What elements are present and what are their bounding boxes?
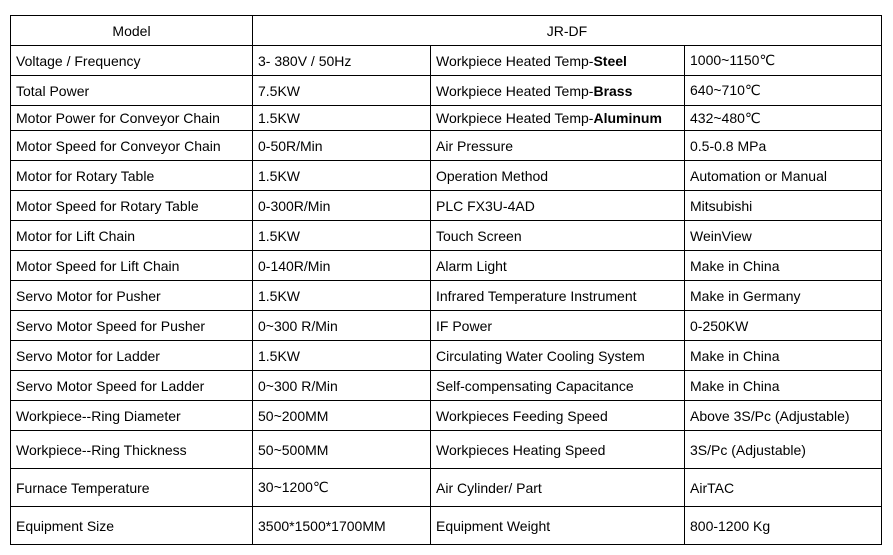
table-row <box>11 161 882 191</box>
param-name: Equipment Size <box>11 507 253 545</box>
param-value: 3- 380V / 50Hz <box>253 46 431 76</box>
param-name: Motor for Rotary Table <box>11 161 253 191</box>
param-value: 1.5KW <box>253 106 431 131</box>
param-name: Workpieces Heating Speed <box>431 431 685 469</box>
param-value: 432~480℃ <box>685 106 882 131</box>
param-value: 3S/Pc (Adjustable) <box>685 431 882 469</box>
param-name: Voltage / Frequency <box>11 46 253 76</box>
table-row <box>11 469 882 507</box>
param-name: Workpieces Feeding Speed <box>431 401 685 431</box>
param-name: IF Power <box>431 311 685 341</box>
param-value: 7.5KW <box>253 76 431 106</box>
param-value: 0~300 R/Min <box>253 311 431 341</box>
table-row <box>11 221 882 251</box>
table-row <box>11 371 882 401</box>
param-value: Make in China <box>685 371 882 401</box>
material-name: Steel <box>593 52 627 69</box>
param-name: Total Power <box>11 76 253 106</box>
param-name: Motor Speed for Lift Chain <box>11 251 253 281</box>
param-value: AirTAC <box>685 469 882 507</box>
param-value: 1000~1150℃ <box>685 46 882 76</box>
param-value: 0.5-0.8 MPa <box>685 131 882 161</box>
table-row <box>11 76 882 106</box>
param-name: Workpiece--Ring Thickness <box>11 431 253 469</box>
param-value: 0-250KW <box>685 311 882 341</box>
param-value: 0-50R/Min <box>253 131 431 161</box>
param-name: Servo Motor Speed for Ladder <box>11 371 253 401</box>
param-value: Make in China <box>685 251 882 281</box>
table-row <box>11 106 882 131</box>
param-value: Mitsubishi <box>685 191 882 221</box>
param-name: Infrared Temperature Instrument <box>431 281 685 311</box>
param-name: Workpiece--Ring Diameter <box>11 401 253 431</box>
table-row <box>11 191 882 221</box>
param-name: Workpiece Heated Temp-Brass <box>431 76 685 106</box>
param-name: Workpiece Heated Temp-Steel <box>431 46 685 76</box>
param-name: Servo Motor Speed for Pusher <box>11 311 253 341</box>
table-row <box>11 311 882 341</box>
param-name: Air Pressure <box>431 131 685 161</box>
param-value: Automation or Manual <box>685 161 882 191</box>
param-value: 0-300R/Min <box>253 191 431 221</box>
param-value: Make in Germany <box>685 281 882 311</box>
header-row <box>11 16 882 46</box>
param-value: 0-140R/Min <box>253 251 431 281</box>
param-value: 0~300 R/Min <box>253 371 431 401</box>
param-value: Above 3S/Pc (Adjustable) <box>685 401 882 431</box>
param-value: 1.5KW <box>253 281 431 311</box>
param-value: 640~710℃ <box>685 76 882 106</box>
param-value: WeinView <box>685 221 882 251</box>
model-label: Model <box>11 16 253 46</box>
param-value: Make in China <box>685 341 882 371</box>
param-name: Motor Power for Conveyor Chain <box>11 106 253 131</box>
param-name: Workpiece Heated Temp-Aluminum <box>431 106 685 131</box>
table-row <box>11 46 882 76</box>
param-value: 30~1200℃ <box>253 469 431 507</box>
param-name: Motor for Lift Chain <box>11 221 253 251</box>
spec-table <box>10 15 882 545</box>
model-value: JR-DF <box>253 16 882 46</box>
table-row <box>11 281 882 311</box>
param-name: Motor Speed for Rotary Table <box>11 191 253 221</box>
param-name: Motor Speed for Conveyor Chain <box>11 131 253 161</box>
param-name: Furnace Temperature <box>11 469 253 507</box>
table-row <box>11 131 882 161</box>
material-name: Aluminum <box>593 110 662 126</box>
table-row <box>11 341 882 371</box>
table-row <box>11 401 882 431</box>
param-value: 50~200MM <box>253 401 431 431</box>
param-name: PLC FX3U-4AD <box>431 191 685 221</box>
param-value: 1.5KW <box>253 341 431 371</box>
param-name: Servo Motor for Ladder <box>11 341 253 371</box>
param-value: 1.5KW <box>253 161 431 191</box>
material-name: Brass <box>593 82 633 99</box>
param-name: Self-compensating Capacitance <box>431 371 685 401</box>
param-value: 1.5KW <box>253 221 431 251</box>
param-name: Circulating Water Cooling System <box>431 341 685 371</box>
param-name: Operation Method <box>431 161 685 191</box>
param-name: Alarm Light <box>431 251 685 281</box>
param-value: 800-1200 Kg <box>685 507 882 545</box>
param-value: 3500*1500*1700MM <box>253 507 431 545</box>
param-name: Touch Screen <box>431 221 685 251</box>
table-row <box>11 507 882 545</box>
table-row <box>11 431 882 469</box>
table-row <box>11 251 882 281</box>
param-value: 50~500MM <box>253 431 431 469</box>
param-name: Equipment Weight <box>431 507 685 545</box>
param-name: Servo Motor for Pusher <box>11 281 253 311</box>
param-name: Air Cylinder/ Part <box>431 469 685 507</box>
